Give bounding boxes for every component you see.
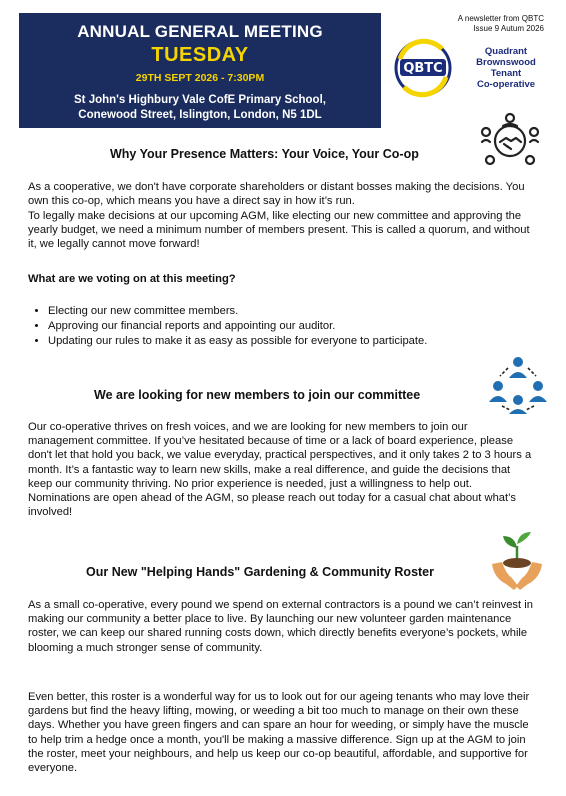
handshake-group-icon	[478, 112, 542, 170]
team-network-icon	[488, 354, 548, 414]
section-heading-presence: Why Your Presence Matters: Your Voice, Your Co-op	[110, 147, 419, 161]
newsletter-issue: Issue 9 Autum 2026	[473, 24, 544, 33]
section-heading-committee: We are looking for new members to join our committee	[94, 388, 421, 402]
banner-venue	[19, 93, 381, 123]
gardening-paragraph-1: As a small co-operative, every pound we spend on external contractors is a pound we can’t reinvest in making our community a better place to live. By launching our new volunteer garden maintenance roster, we can keep our shared running costs down, which directly benefits everyone’s pockets, while blooming a much stronger sense of community.	[28, 599, 533, 654]
voting-item: • Updating our rules to make it as easy as possible for everyone to participate.	[48, 334, 548, 349]
hands-seedling-icon	[488, 530, 546, 592]
org-name	[463, 46, 549, 90]
banner-venue-line1: St John's Highbury Vale CofE Primary School,	[74, 94, 326, 106]
committee-paragraph: Our co-operative thrives on fresh voices, and we are looking for new members to join our management committee. If you’ve hesitated because of time or a lack of board experience, please don't let that hold you back, we value everyday, practical perspectives, and it only takes 2 to 3 hours a month. It’s a fantastic way to learn new skills, make a real difference, and guide the decisions that keep our community thriving. No prior experience is needed, just a willingness to help out. Nominations are open ahead of the AGM, so please reach out today for a casual chat about what’s involved!	[28, 421, 532, 519]
banner-venue-line2: Conewood Street, Islington, London, N5 1DL	[78, 109, 322, 121]
presence-paragraph-1: As a cooperative, we don't have corporate shareholders or distant bosses making the decisions. You own this co-op, which means you have a direct say in how it’s run.	[28, 181, 525, 208]
banner-title: ANNUAL GENERAL MEETING	[77, 22, 323, 41]
agm-banner	[19, 13, 381, 128]
org-name-line3: Tenant	[490, 68, 522, 79]
banner-day: TUESDAY	[151, 44, 249, 66]
section-heading-gardening: Our New "Helping Hands" Gardening & Community Roster	[86, 565, 434, 579]
newsletter-meta	[394, 14, 544, 34]
qbtc-logo-icon	[392, 37, 454, 99]
banner-datetime: 29TH SEPT 2026 - 7:30PM	[135, 72, 265, 84]
voting-item: • Electing our new committee members.	[48, 304, 548, 319]
presence-paragraph-2: To legally make decisions at our upcoming AGM, like electing our new committee and approving the yearly budget, we need a minimum number of members present. This is called a quorum, and without it, we legally cannot move forward!	[28, 210, 530, 251]
voting-subheading: What are we voting on at this meeting?	[28, 273, 236, 285]
qbtc-logo	[392, 37, 454, 99]
org-name-line4: Co-operative	[476, 79, 536, 90]
logo-text: QBTC	[403, 61, 443, 76]
org-name-line1: Quadrant	[484, 46, 528, 57]
voting-list	[28, 304, 548, 349]
voting-item: • Approving our financial reports and appointing our auditor.	[48, 319, 548, 334]
newsletter-from: A newsletter from QBTC	[457, 14, 544, 23]
org-name-line2: Brownswood	[476, 57, 536, 68]
gardening-paragraph-2: Even better, this roster is a wonderful way for us to look out for our ageing tenants who may love their gardens but find the heavy lifting, mowing, or weeding a bit too much to manage on their own these days. Whether you have green fingers and can spare an hour for weeding, or simply have the muscle to help trim a hedge once a month, you'll be making a massive difference. Sign up at the AGM to join the roster, meet your neighbours, and help us keep our co-op beautiful, affordable, and supportive for everyone.	[28, 691, 530, 775]
